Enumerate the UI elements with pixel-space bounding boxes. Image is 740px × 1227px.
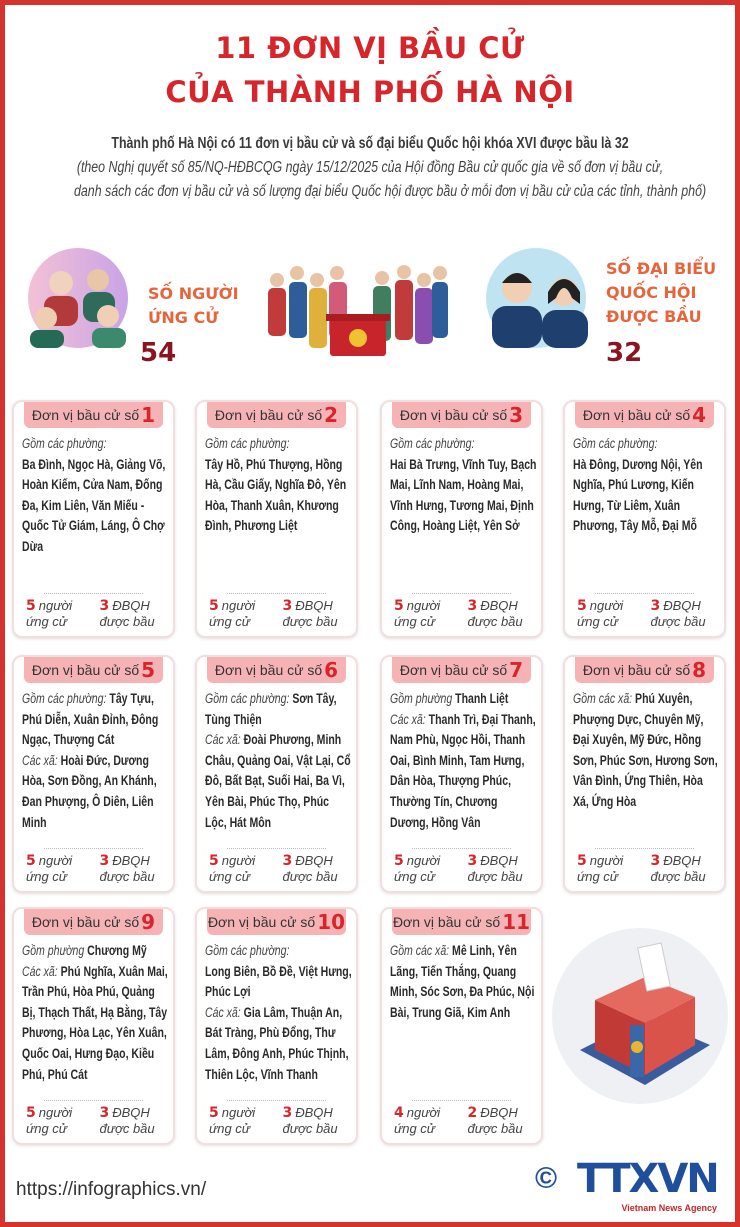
unit-footer [565,593,724,630]
unit-card-9 [12,907,175,1145]
unit-areas [22,941,170,1085]
unit-header-label: Đơn vị bầu cử số [582,407,691,423]
unit-deputies [283,1105,357,1137]
deputies-count: 3 [467,853,478,869]
unit-footer [197,848,356,885]
segment-names: Phú Xuyên, Phượng Dực, Chuyên Mỹ, Đại Xuyên, Mỹ Đức, Hồng Sơn, Phúc Sơn, Hương Sơn, Vân Đình, Ứng Thiên, Hòa Xá, Ứng Hòa [573,691,718,809]
unit-stats [382,853,541,885]
unit-header-label: Đơn vị bầu cử số [399,662,508,678]
unit-candidates [26,853,100,885]
page-title-line2: CỦA THÀNH PHỐ HÀ NỘI [165,75,575,109]
deputies-count: 3 [282,598,293,614]
deputies-label: ĐBQH [663,853,701,868]
segment-label: Gồm các xã: [390,943,450,958]
candidates-count: 5 [26,598,36,614]
unit-candidates [209,1105,283,1137]
unit-areas [205,434,353,537]
unit-stats [565,853,724,885]
segment-names: Thanh Trì, Đại Thanh, Nam Phù, Ngọc Hồi, Thanh Oai, Bình Minh, Tam Hưng, Dân Hòa, Thượng Phúc, Thường Tín, Chương Dương, Hồng Vân [390,711,536,830]
divider [44,848,143,849]
voters-ballot-box-icon [262,258,452,358]
candidates-label-line2: ỨNG CỬ [148,308,219,327]
segment-label: Gồm phường [22,943,85,958]
unit-areas [205,941,353,1085]
unit-card-6 [195,655,358,893]
unit-deputies [651,853,725,885]
segment-label: Gồm các phường: [205,943,290,958]
deputies-avatars-icon [472,248,600,348]
unit-candidates [26,1105,100,1137]
deputies-label2: được bầu [99,614,155,629]
divider [412,848,511,849]
unit-number: 2 [324,403,339,427]
unit-header-label: Đơn vị bầu cử số [392,914,501,930]
deputies-count: 3 [650,853,661,869]
unit-areas [205,689,353,833]
deputies-label: ĐBQH [663,598,701,613]
unit-number: 10 [317,910,346,934]
candidates-label2: ứng cử [394,614,436,629]
unit-number: 7 [509,658,524,682]
unit-stats [382,598,541,630]
unit-deputies [100,1105,174,1137]
unit-header-label: Đơn vị bầu cử số [214,662,323,678]
divider [227,593,326,594]
segment-label: Các xã: [205,1004,241,1020]
unit-candidates [209,598,283,630]
page-title-line1: 11 ĐƠN VỊ BẦU CỬ [215,31,525,65]
unit-stats [14,853,173,885]
unit-stats [382,1105,541,1137]
segment-names: Đoài Phương, Minh Châu, Quảng Oai, Vật Lại, Cổ Đô, Bất Bạt, Suối Hai, Ba Vì, Yên Bài, Phúc Thọ, Phúc Lộc, Hát Môn [205,732,351,830]
unit-candidates [577,853,651,885]
deputies-label2: được bầu [467,614,523,629]
unit-deputies [283,853,357,885]
divider [44,1100,143,1101]
deputies-label: ĐBQH [295,598,333,613]
segment-label: Gồm các phường: [205,436,290,451]
ttxvn-logo [535,1158,725,1216]
unit-number: 6 [324,658,339,682]
unit-number: 11 [502,910,531,934]
segment-names: Gia Lâm, Thuận An, Bát Tràng, Phù Đổng, Thư Lâm, Đông Anh, Phúc Thịnh, Thiên Lộc, Vĩnh Thanh [205,1004,349,1082]
unit-areas [22,434,170,558]
unit-footer [14,848,173,885]
deputies-count: 3 [99,598,110,614]
deputies-label2: được bầu [282,614,338,629]
segment-label: Các xã: [390,711,426,727]
segment-label: Gồm các phường: [390,436,475,451]
unit-header [207,657,346,683]
candidates-label2: ứng cử [209,614,251,629]
unit-stats [14,1105,173,1137]
segment-names: Chương Mỹ [87,943,147,958]
unit-stats [197,853,356,885]
unit-card-4 [563,400,726,638]
segment-label: Gồm các phường: [22,691,107,706]
candidates-label: người [38,853,73,868]
segment-label: Gồm các xã: [573,691,633,706]
deputies-label2: được bầu [99,869,155,884]
candidates-label: người [406,1105,441,1120]
unit-card-5 [12,655,175,893]
unit-header [207,402,346,428]
unit-deputies [468,598,542,630]
deputies-total: 32 [606,338,643,368]
subtitle-note-line1: (theo Nghị quyết số 85/NQ-HĐBCQG ngày 15/12/2025 của Hội đồng Bầu cử quốc gia về số đơn vị bầu cử, [76,159,664,176]
unit-header-label: Đơn vị bầu cử số [31,662,140,678]
divider [227,848,326,849]
deputies-label: ĐBQH [295,853,333,868]
segment-names: Hà Đông, Dương Nội, Yên Nghĩa, Phú Lương, Kiến Hưng, Từ Liêm, Xuân Phương, Tây Mỗ, Đại Mỗ [573,456,703,534]
candidates-label2: ứng cử [209,1121,251,1136]
segment-names: Tây Tựu, Phú Diễn, Xuân Đỉnh, Đông Ngạc, Thượng Cát [22,691,159,748]
deputies-count: 3 [99,853,110,869]
source-url[interactable]: https://infographics.vn/ [16,1179,207,1200]
deputies-label: ĐBQH [112,598,150,613]
unit-number: 3 [509,403,524,427]
agency-name: Vietnam News Agency [621,1203,717,1213]
unit-header [392,402,531,428]
candidates-label: người [589,853,624,868]
deputies-count: 3 [467,598,478,614]
unit-header [392,909,531,935]
candidates-label: người [221,853,256,868]
unit-stats [565,598,724,630]
divider [44,593,143,594]
unit-card-8 [563,655,726,893]
segment-names: Thanh Liệt [455,691,509,706]
unit-areas [390,689,538,833]
deputies-label2: được bầu [282,1121,338,1136]
unit-card-1 [12,400,175,638]
logo-text: TTXVN [577,1156,718,1202]
segment-names: Mê Linh, Yên Lãng, Tiến Thắng, Quang Minh, Sóc Sơn, Đa Phúc, Nội Bài, Trung Giã, Kim Anh [390,943,535,1020]
candidates-count: 5 [26,853,36,869]
unit-card-2 [195,400,358,638]
unit-number: 1 [141,403,156,427]
unit-deputies [100,598,174,630]
candidates-count: 5 [209,853,219,869]
deputies-count: 3 [282,1105,293,1121]
segment-names: Sơn Tây, Tùng Thiện [205,691,337,727]
unit-header [24,402,163,428]
unit-header-label: Đơn vị bầu cử số [214,407,323,423]
divider [227,1100,326,1101]
deputies-label2: được bầu [467,869,523,884]
unit-card-10 [195,907,358,1145]
divider [595,593,694,594]
unit-footer [14,593,173,630]
candidates-label2: ứng cử [577,869,619,884]
unit-deputies [651,598,725,630]
unit-candidates [26,598,100,630]
unit-stats [197,1105,356,1137]
deputies-label: ĐBQH [480,598,518,613]
unit-candidates [209,853,283,885]
unit-card-3 [380,400,543,638]
deputies-label: ĐBQH [480,853,518,868]
unit-header-label: Đơn vị bầu cử số [207,914,316,930]
copyright-icon: © [535,1162,558,1195]
unit-header-label: Đơn vị bầu cử số [582,662,691,678]
subtitle-note-line2: danh sách các đơn vị bầu cử và số lượng đại biểu Quốc hội được bầu ở mỗi đơn vị bầu cử của các tỉnh, thành phố) [74,183,707,200]
segment-label: Các xã: [22,963,58,979]
unit-areas [573,434,721,537]
segment-names: Tây Hồ, Phú Thượng, Hồng Hà, Cầu Giấy, Nghĩa Đô, Yên Hòa, Thanh Xuân, Khương Đình, Phương Liệt [205,456,347,534]
deputies-label: ĐBQH [112,1105,150,1120]
unit-header-label: Đơn vị bầu cử số [399,407,508,423]
segment-label: Gồm các phường: [573,436,658,451]
candidates-label: người [221,598,256,613]
deputies-label2: được bầu [650,869,706,884]
unit-deputies [468,1105,542,1137]
candidates-label2: ứng cử [26,614,68,629]
deputies-label: ĐBQH [112,853,150,868]
unit-number: 4 [692,403,707,427]
candidates-label2: ứng cử [26,869,68,884]
candidates-label: người [406,853,441,868]
candidates-count: 5 [577,598,587,614]
unit-header [24,909,163,935]
candidates-count: 4 [394,1105,404,1121]
unit-header-label: Đơn vị bầu cử số [31,914,140,930]
deputies-label2: được bầu [282,869,338,884]
divider [595,848,694,849]
segment-label: Gồm phường [390,691,453,706]
unit-areas [390,434,538,537]
unit-deputies [100,853,174,885]
divider [412,1100,511,1101]
unit-footer [382,1100,541,1137]
deputies-label2: được bầu [467,1121,523,1136]
deputies-label-line1: SỐ ĐẠI BIỂU [606,259,717,278]
deputies-count: 2 [467,1105,478,1121]
candidates-label2: ứng cử [394,1121,436,1136]
deputies-count: 3 [650,598,661,614]
candidates-count: 5 [394,853,404,869]
candidates-count: 5 [209,1105,219,1121]
unit-footer [197,593,356,630]
candidates-label: người [221,1105,256,1120]
unit-number: 8 [692,658,707,682]
candidates-count: 5 [577,853,587,869]
unit-header [24,657,163,683]
unit-deputies [468,853,542,885]
unit-candidates [394,1105,468,1137]
segment-names: Hoài Đức, Dương Hòa, Sơn Đồng, An Khánh, Đan Phượng, Ô Diên, Liên Minh [22,752,157,830]
segment-names: Phú Nghĩa, Xuân Mai, Trần Phú, Hòa Phú, Quảng Bị, Thạch Thất, Hạ Bằng, Tây Phương, Hòa Lạc, Yên Xuân, Quốc Oai, Hưng Đạo, Kiều Phú, Phú Cát [22,963,168,1082]
candidates-label: người [406,598,441,613]
unit-candidates [394,598,468,630]
unit-header-label: Đơn vị bầu cử số [31,407,140,423]
deputies-count: 3 [99,1105,110,1121]
segment-names: Long Biên, Bồ Đề, Việt Hưng, Phúc Lợi [205,963,352,1000]
unit-header [207,909,346,935]
segment-names: Hai Bà Trưng, Vĩnh Tuy, Bạch Mai, Lĩnh Nam, Hoàng Mai, Vĩnh Hưng, Tương Mai, Định Công, Hoàng Liệt, Yên Sở [390,456,537,534]
candidates-label2: ứng cử [26,1121,68,1136]
subtitle: Thành phố Hà Nội có 11 đơn vị bầu cử và số đại biểu Quốc hội khóa XVI được bầu là 32 [111,135,629,152]
unit-candidates [394,853,468,885]
deputies-label-line3: ĐƯỢC BẦU [606,307,702,326]
candidates-label: người [589,598,624,613]
unit-areas [22,689,170,833]
deputies-label-line2: QUỐC HỘI [606,283,697,302]
deputies-label2: được bầu [650,614,706,629]
candidates-count: 5 [209,598,219,614]
candidates-total: 54 [140,338,177,368]
unit-card-7 [380,655,543,893]
unit-deputies [283,598,357,630]
unit-footer [382,593,541,630]
unit-header [575,657,714,683]
candidates-avatars-icon [16,248,141,348]
segment-label: Các xã: [205,732,241,748]
candidates-label2: ứng cử [577,614,619,629]
unit-header [575,402,714,428]
divider [412,593,511,594]
unit-footer [14,1100,173,1137]
unit-number: 5 [141,658,156,682]
deputies-label2: được bầu [99,1121,155,1136]
unit-stats [197,598,356,630]
unit-footer [382,848,541,885]
candidates-label: người [38,598,73,613]
candidates-label-line1: SỐ NGƯỜI [148,284,239,303]
candidates-count: 5 [394,598,404,614]
candidates-label: người [38,1105,73,1120]
segment-label: Gồm các phường: [205,691,290,706]
deputies-count: 3 [282,853,293,869]
segment-label: Các xã: [22,752,58,768]
candidates-label2: ứng cử [394,869,436,884]
unit-stats [14,598,173,630]
unit-header [392,657,531,683]
unit-candidates [577,598,651,630]
unit-footer [565,848,724,885]
deputies-label: ĐBQH [295,1105,333,1120]
candidates-count: 5 [26,1105,36,1121]
deputies-label: ĐBQH [480,1105,518,1120]
ballot-box-illustration-icon [550,925,730,1107]
segment-label: Gồm các phường: [22,436,107,451]
candidates-label2: ứng cử [209,869,251,884]
unit-areas [390,941,538,1023]
segment-names: Ba Đình, Ngọc Hà, Giảng Võ, Hoàn Kiếm, Cửa Nam, Đống Đa, Kim Liên, Văn Miếu - Quốc Tử Giám, Láng, Ô Chợ Dừa [22,456,166,554]
unit-footer [197,1100,356,1137]
unit-card-11 [380,907,543,1145]
unit-number: 9 [141,910,156,934]
unit-areas [573,689,721,813]
